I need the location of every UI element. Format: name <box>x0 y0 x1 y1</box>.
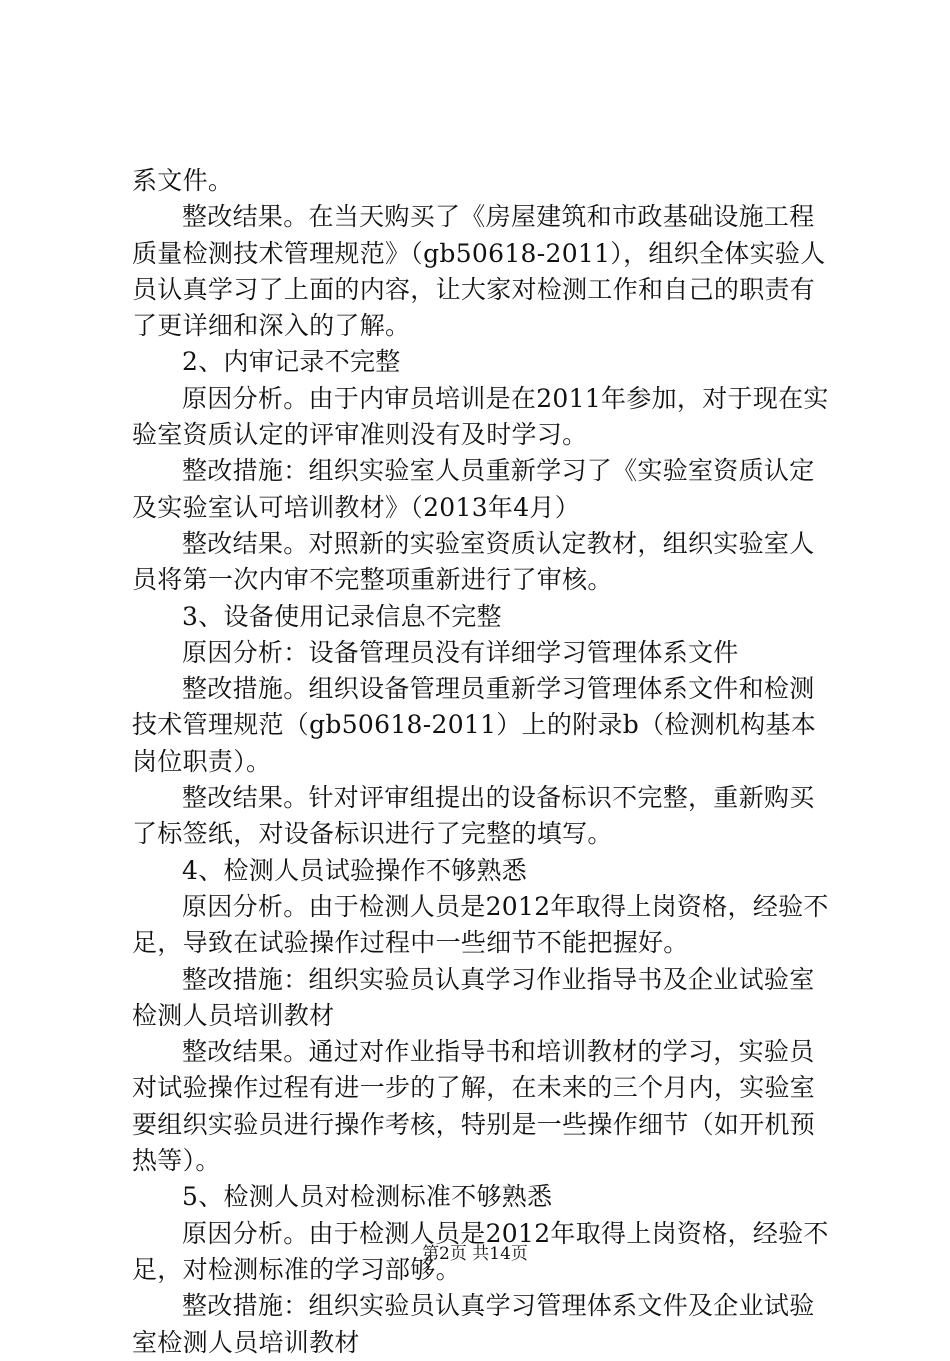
paragraph-measures-2: 整改措施：组织实验室人员重新学习了《实验室资质认定及实验室认可培训教材》（2013年4月） <box>132 456 815 522</box>
paragraph-result-4: 整改结果。通过对作业指导书和培训教材的学习，实验员对试验操作过程有进一步的了解，在未来的三个月内，实验室要组织实验员进行操作考核，特别是一些操作细节（如开机预热等）。 <box>132 1037 816 1176</box>
section-heading-5: 5、检测人员对检测标准不够熟悉 <box>182 1182 553 1212</box>
paragraph-measures-4: 整改措施：组织实验员认真学习作业指导书及企业试验室检测人员培训教材 <box>132 964 815 1030</box>
paragraph-cause-analysis-2: 原因分析。由于内审员培训是在2011年参加，对于现在实验室资质认定的评审准则没有及时学习。 <box>132 383 829 450</box>
paragraph-cause-analysis-3: 原因分析：设备管理员没有详细学习管理体系文件 <box>182 637 739 667</box>
page-number-label: 第2页 共14页 <box>422 1244 528 1264</box>
paragraph-measures-3: 整改措施。组织设备管理员重新学习管理体系文件和检测技术管理规范（gb50618-2011）上的附录b（检测机构基本岗位职责）。 <box>132 674 817 776</box>
paragraph-measures-5: 整改措施：组织实验员认真学习管理体系文件及企业试验室检测人员培训教材 <box>132 1291 815 1357</box>
paragraph-result-2: 整改结果。对照新的实验室资质认定教材，组织实验室人员将第一次内审不完整项重新进行了审核。 <box>132 528 815 595</box>
paragraph-continuation: 系文件。 <box>132 166 234 195</box>
section-heading-2: 2、内审记录不完整 <box>182 347 401 377</box>
section-heading-4: 4、检测人员试验操作不够熟悉 <box>182 855 528 885</box>
document-body <box>132 163 834 1361</box>
page-footer <box>0 1242 950 1266</box>
paragraph-cause-analysis-5: 原因分析。由于检测人员是2012年取得上岗资格，经验不足，对检测标准的学习部够。 <box>132 1218 829 1284</box>
section-heading-3: 3、设备使用记录信息不完整 <box>182 601 502 631</box>
paragraph-rectification-result-1: 整改结果。在当天购买了《房屋建筑和市政基础设施工程质量检测技术管理规范》（gb50618-2011），组织全体实验人员认真学习了上面的内容，让大家对检测工作和自己的职责有了更详细和深入的了解。 <box>132 202 826 341</box>
paragraph-cause-analysis-4: 原因分析。由于检测人员是2012年取得上岗资格，经验不足，导致在试验操作过程中一些细节不能把握好。 <box>132 891 829 958</box>
paragraph-result-3: 整改结果。针对评审组提出的设备标识不完整，重新购买了标签纸，对设备标识进行了完整的填写。 <box>132 783 815 849</box>
